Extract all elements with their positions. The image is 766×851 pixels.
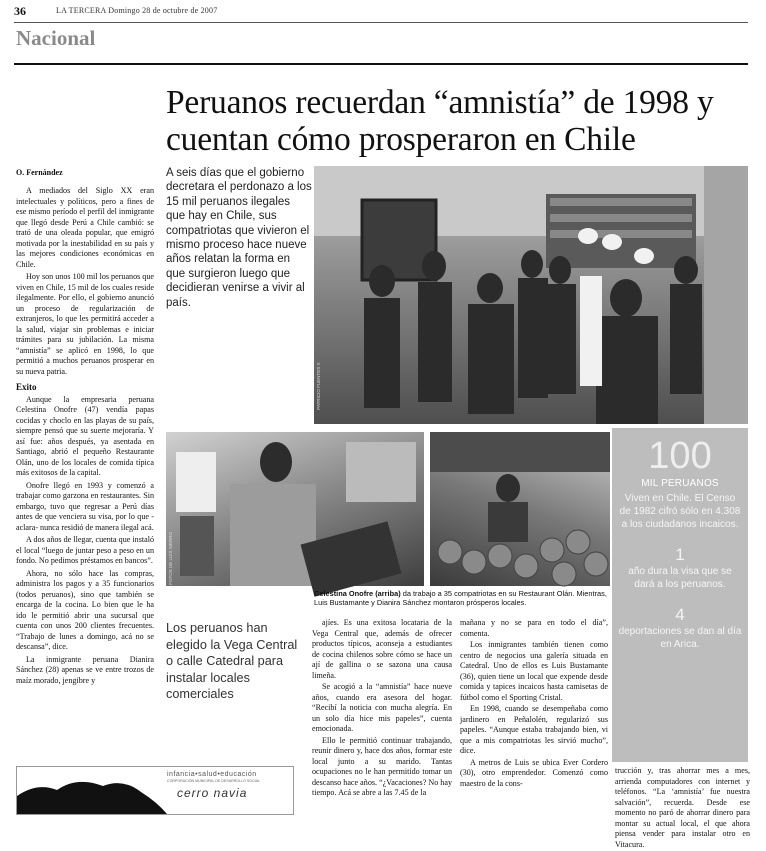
paragraph: mañana y no se para en todo el día”, comenta. bbox=[460, 618, 608, 638]
market-vendor-photo bbox=[430, 432, 610, 586]
headline: Peruanos recuerdan “amnistía” de 1998 y cuentan cómo prosperaron en Chile bbox=[166, 84, 714, 158]
cerro-navia-advertisement bbox=[16, 766, 294, 815]
left-column bbox=[16, 186, 154, 688]
paragraph: Ello le permitió continuar trabajando, reunir dinero y, hace dos años, formar este local junto a su marido. Tantas ocupaciones no le han permitido tomar un descanso hace años. “¿Vacaciones? No hay tiempo. Acá se abre a las 7.45 de la bbox=[312, 735, 452, 797]
byline: O. Fernández bbox=[16, 168, 63, 177]
header-rule bbox=[14, 22, 748, 23]
photo-illustration bbox=[430, 432, 610, 586]
paragraph: A dos años de llegar, cuenta que instaló el local “luego de juntar peso a peso en un fondo. No pedimos préstamos en bancos”. bbox=[16, 535, 154, 565]
shop-owner-photo bbox=[166, 432, 424, 586]
ad-name: cerro navia bbox=[177, 786, 248, 800]
stat-label: MIL PERUANOS bbox=[641, 478, 719, 489]
stat-text: deportaciones se dan al día en Arica. bbox=[618, 626, 742, 650]
paragraph: Los inmigrantes también tienen como centro de negocios una galería situada en Catedral. Uno de ellos es Luis Bustamante (36), quien tiene un local que expende desde comida y tapices incaicos hasta camisetas de fútbol como el Sporting Cristal. bbox=[460, 640, 608, 702]
ad-tagline: infancia•salud•educación bbox=[167, 771, 257, 778]
paragraph: Onofre llegó en 1993 y comenzó a trabajar como garzona en restaurantes. Sin embargo, tuvo que regresar a Perú días antes de que venciera su visa, por lo que -aclara- nunca residió de manera ilegal acá. bbox=[16, 480, 154, 532]
subhead-exito: Exito bbox=[16, 382, 37, 392]
stats-box bbox=[612, 428, 748, 762]
caption-text: da trabajo a 35 compatriotas en su Restaurant Olán. Mientras, Luis Bustamante y Dianira Sánchez montaron prósperos locales. bbox=[314, 589, 607, 608]
newspaper-dateline: LA TERCERA Domingo 28 de octubre de 2007 bbox=[56, 6, 218, 15]
photo-caption bbox=[314, 589, 614, 608]
paragraph: Ahora, no sólo hace las compras, administra los pagos y a 35 funcionarios (todos peruanos), sino que también se encarga de la cocina. Lo bien que le ha ido le permitió abrir una sucursal que cuenta con unos 200 clientes frecuentes. “Trabajo de lunes a domingo, acá no se descansa”, dice. bbox=[16, 568, 154, 651]
pull-quote: Los peruanos han elegido la Vega Central o calle Catedral para instalar locales comerciales bbox=[166, 621, 298, 701]
paragraph: A metros de Luis se ubica Ever Cordero (30), otro emprendedor. Comenzó como maestro de la cons- bbox=[460, 757, 608, 788]
paragraph: En 1998, cuando se desempeñaba como jardinero en Peñalolén, regularizó sus papeles. “Aunque estaba trabajando bien, vi que a mis compatriotas les sirvió mucho”, dice. bbox=[460, 704, 608, 755]
page-number: 36 bbox=[14, 4, 26, 18]
stat-text: Viven en Chile. El Censo de 1982 cifró sólo en 4.308 a los ciudadanos incaicos. bbox=[619, 493, 741, 530]
body-column-2 bbox=[312, 618, 452, 800]
section-title: Nacional bbox=[16, 26, 96, 50]
body-column-3 bbox=[460, 618, 608, 790]
photo-credit: FOTOS DE LUIS SIERRO bbox=[168, 532, 173, 585]
stat-number: 4 bbox=[675, 605, 685, 624]
body-column-4 bbox=[615, 766, 750, 851]
paragraph: Aunque la empresaria peruana Celestina Onofre (47) vendía papas cocidas y choclo en las playas de su país, siempre pensó que su suerte mejoraría. Y así fue: años después, ya asentada en Santiago, abrió el pequeño Restaurante Olán, uno de los locales de comida típica más exitosos de la capital. bbox=[16, 394, 154, 477]
paragraph: Hoy son unos 100 mil los peruanos que viven en Chile, 15 mil de los cuales reside ilegalmente. Por ello, el gobierno anunció un proceso de regularización de extranjeros, lo que les permitirá acceder a la salud, viajar sin problemas e iniciar trámites para su jubilación. La misma “amnistía” se aplicó en 1998, lo que permitió a muchos peruanos prosperar en su nueva patria. bbox=[16, 272, 154, 376]
photo-illustration bbox=[314, 166, 748, 424]
paragraph: A mediados del Siglo XX eran intelectuales y políticos, pero a fines de ese mismo período el perfil del inmigrante que llegó desde Perú a Chile cambió: se trató de una oleada popular, que emigró motivada por la inestabilidad en su país y las mejores condiciones económicas en Chile. bbox=[16, 186, 154, 269]
paragraph: Se acogió a la “amnistía” hace nueve años, cuando era asesora del hogar. “Recibí la noticia con mucha alegría. En un solo día hice mis papeles”, cuenta emocionada. bbox=[312, 682, 452, 733]
paragraph: ajíes. Es una exitosa locataria de la Vega Central que, además de ofrecer productos típicos, aconseja a estudiantes de cocina chilenos sobre cómo se hace un ají de gallina o se sazona una causa limeña. bbox=[312, 618, 452, 680]
caption-bold: Celestina Onofre (arriba) bbox=[314, 589, 401, 598]
lead-paragraph: A seis días que el gobierno decretara el perdonazo a los 15 mil peruanos ilegales que hay en Chile, sus compatriotas que vivieron el mismo proceso hace nueve años relatan la forma en que surgieron luego que decidieran venirse a vivir al país. bbox=[166, 167, 312, 309]
ad-subline: CORPORACIÓN MUNICIPAL DE DESARROLLO SOCIAL bbox=[167, 779, 261, 783]
stat-number: 1 bbox=[675, 545, 685, 564]
section-rule bbox=[14, 63, 748, 65]
paragraph: trucción y, tras ahorrar mes a mes, arrienda computadores con internet y teléfonos. “La ‘amnistía’ fue nuestra salvación”, recuerda. Desde ese momento no paró de ahorrar dinero para montar su actual local, el que ahora piensa vender para instalar otro en Vitacura. bbox=[615, 766, 750, 849]
restaurant-staff-photo bbox=[314, 166, 748, 424]
paragraph: La inmigrante peruana Dianira Sánchez (28) apenas se ve entre trozos de maíz morado, jengibre y bbox=[16, 654, 154, 685]
stat-text: año dura la visa que se dará a los peruanos. bbox=[628, 566, 732, 590]
photo-credit: PATRICIO FUENTES Y. bbox=[316, 362, 321, 410]
photo-illustration bbox=[166, 432, 424, 586]
stat-number: 100 bbox=[648, 435, 712, 477]
